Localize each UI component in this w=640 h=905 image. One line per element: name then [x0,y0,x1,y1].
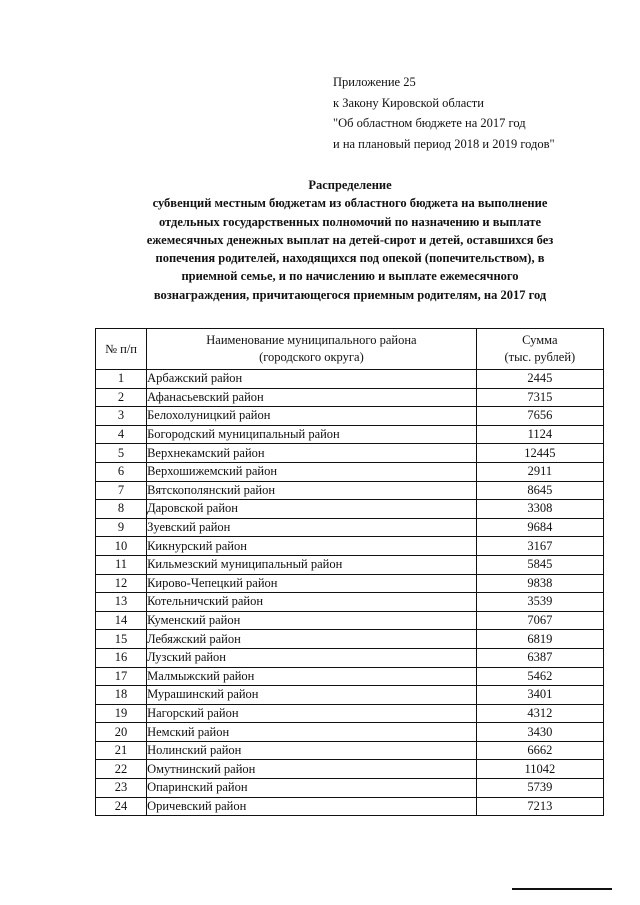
table-row [96,481,604,500]
row-name: Куменский район [147,611,477,630]
table-row [96,370,604,389]
row-num: 17 [96,667,147,686]
row-name: Белохолуницкий район [147,407,477,426]
row-sum: 6819 [476,630,603,649]
header-num [96,329,147,370]
heading-line: отдельных государственных полномочий по назначению и выплате [158,214,542,229]
appendix-line: "Об областном бюджете на 2017 год [333,116,526,130]
table-row [96,593,604,612]
row-sum: 3308 [476,500,603,519]
table-row [96,741,604,760]
row-sum: 4312 [476,704,603,723]
row-sum: 7315 [476,388,603,407]
table-row [96,686,604,705]
row-name: Кильмезский муниципальный район [147,555,477,574]
table-row [96,537,604,556]
row-num: 10 [96,537,147,556]
table-row [96,611,604,630]
row-sum: 3167 [476,537,603,556]
table-row [96,630,604,649]
row-num: 9 [96,518,147,537]
header-name-line2: (городского округа) [259,350,364,364]
row-sum: 12445 [476,444,603,463]
row-num: 8 [96,500,147,519]
table-row [96,388,604,407]
row-name: Лузский район [147,648,477,667]
row-sum: 5462 [476,667,603,686]
table-row [96,500,604,519]
row-num: 24 [96,797,147,816]
row-num: 13 [96,593,147,612]
row-sum: 3539 [476,593,603,612]
row-num: 22 [96,760,147,779]
table-row [96,518,604,537]
row-sum: 1124 [476,425,603,444]
table-row [96,723,604,742]
heading-line: вознаграждения, причитающегося приемным родителям, на 2017 год [153,287,547,302]
row-num: 1 [96,370,147,389]
row-name: Верхошижемский район [147,462,477,481]
row-num: 2 [96,388,147,407]
table-row [96,555,604,574]
header-name-line1: Наименование муниципального района [206,333,417,347]
row-sum: 6662 [476,741,603,760]
row-sum: 2911 [476,462,603,481]
heading-title: Распределение [308,178,392,192]
row-num: 23 [96,779,147,798]
row-num: 7 [96,481,147,500]
table-header-row [96,329,604,370]
row-num: 20 [96,723,147,742]
row-name: Малмыжский район [147,667,477,686]
row-num: 5 [96,444,147,463]
row-name: Кикнурский район [147,537,477,556]
row-sum: 11042 [476,760,603,779]
heading-line: приемной семье, и по начислению и выплате ежемесячного [181,269,519,284]
header-num-label: № п/п [105,341,137,356]
table-row [96,760,604,779]
table-row [96,462,604,481]
row-name: Лебяжский район [147,630,477,649]
subvention-table [95,328,604,816]
row-sum: 2445 [476,370,603,389]
row-sum: 8645 [476,481,603,500]
row-name: Оричевский район [147,797,477,816]
appendix-line: и на плановый период 2018 и 2019 годов" [333,136,555,151]
heading-line: попечения родителей, находящихся под опекой (попечительством), в [155,251,545,266]
heading-line: субвенций местным бюджетам из областного бюджета на выполнение [152,196,548,211]
row-num: 21 [96,741,147,760]
row-num: 6 [96,462,147,481]
row-sum: 7656 [476,407,603,426]
row-name: Омутнинский район [147,760,477,779]
appendix-note [333,72,555,154]
header-sum-line1: Сумма [522,333,558,347]
table-row [96,704,604,723]
row-sum: 9684 [476,518,603,537]
header-name [147,329,477,370]
row-name: Даровской район [147,500,477,519]
row-sum: 5845 [476,555,603,574]
table-row [96,797,604,816]
row-name: Немский район [147,723,477,742]
row-name: Зуевский район [147,518,477,537]
row-sum: 7213 [476,797,603,816]
row-name: Арбажский район [147,370,477,389]
row-num: 14 [96,611,147,630]
row-sum: 5739 [476,779,603,798]
row-num: 11 [96,555,147,574]
appendix-line: к Закону Кировской области [333,95,484,110]
header-sum-line2: (тыс. рублей) [504,350,576,364]
row-name: Афанасьевский район [147,388,477,407]
row-sum: 9838 [476,574,603,593]
table-row [96,425,604,444]
appendix-line: Приложение 25 [333,75,416,89]
header-sum [476,329,603,370]
row-sum: 7067 [476,611,603,630]
row-name: Верхнекамский район [147,444,477,463]
row-name: Опаринский район [147,779,477,798]
table-row [96,779,604,798]
row-num: 4 [96,425,147,444]
document-heading [60,176,640,304]
row-sum: 6387 [476,648,603,667]
table-row [96,667,604,686]
row-name: Вятскополянский район [147,481,477,500]
row-name: Мурашинский район [147,686,477,705]
footer-divider [512,888,612,890]
table-header [96,329,604,370]
table-row [96,574,604,593]
row-num: 3 [96,407,147,426]
row-name: Котельничский район [147,593,477,612]
row-num: 12 [96,574,147,593]
row-name: Кирово-Чепецкий район [147,574,477,593]
row-num: 16 [96,648,147,667]
row-num: 15 [96,630,147,649]
table-row [96,407,604,426]
row-name: Богородский муниципальный район [147,425,477,444]
heading-line: ежемесячных денежных выплат на детей-сирот и детей, оставшихся без [146,232,554,247]
row-sum: 3401 [476,686,603,705]
table-row [96,648,604,667]
row-name: Нагорский район [147,704,477,723]
row-num: 19 [96,704,147,723]
row-sum: 3430 [476,723,603,742]
row-name: Нолинский район [147,741,477,760]
table-body [96,370,604,816]
table-row [96,444,604,463]
row-num: 18 [96,686,147,705]
